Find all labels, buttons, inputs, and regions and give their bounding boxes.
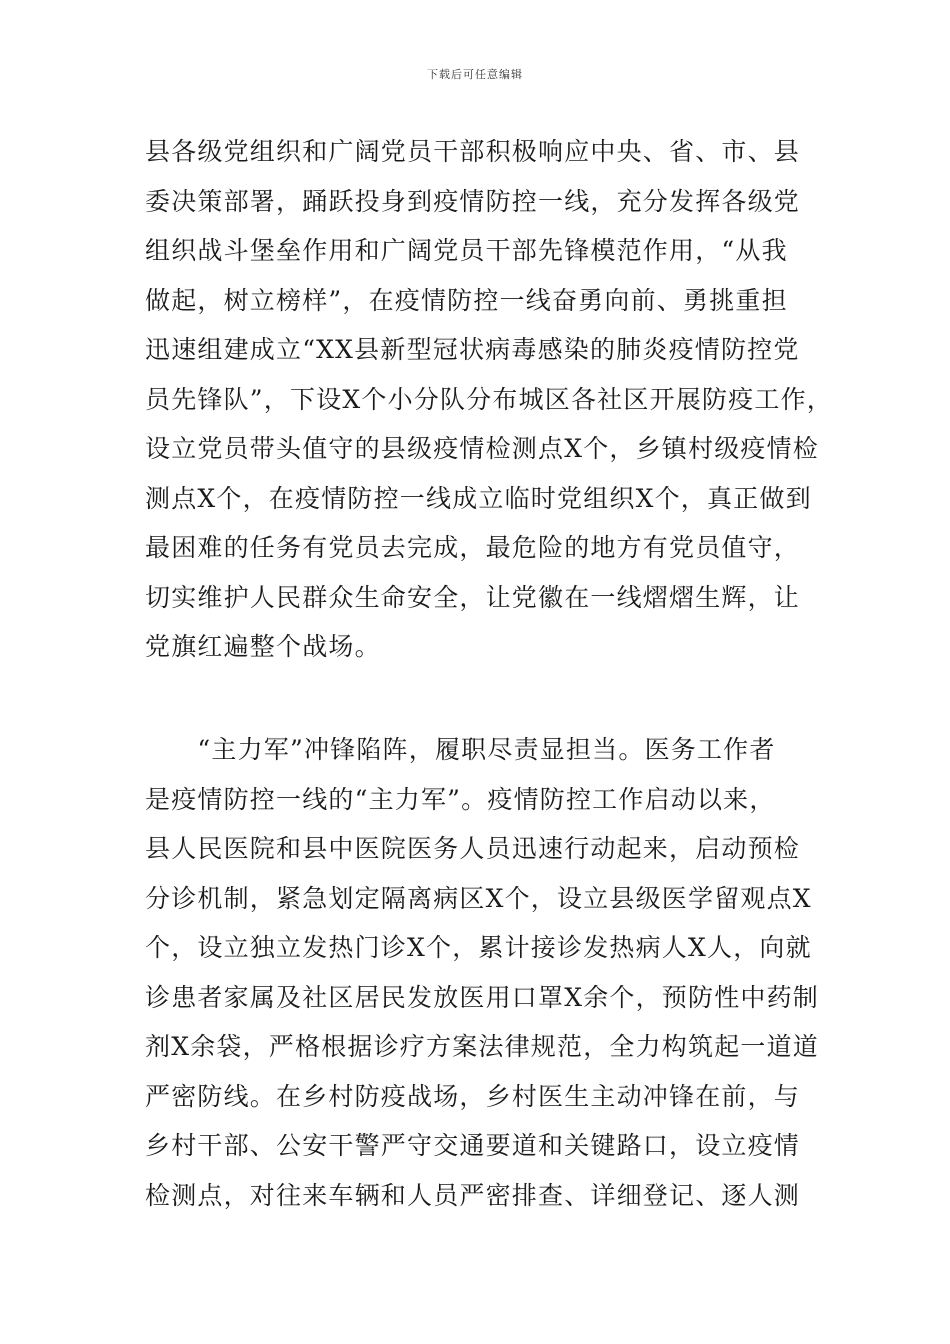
text-line: 县各级党组织和广阔党员干部积极响应中央、省、市、县 [145, 137, 801, 166]
text-line: 县人民医院和县中医院医务人员迅速行动起来，启动预检 [145, 834, 801, 863]
text-line: 剂X余袋，严格根据诊疗方案法律规范，全力构筑起一道道 [145, 1032, 820, 1061]
text-line: 最困难的任务有党员去完成，最危险的地方有党员值守， [145, 533, 801, 562]
text-line: 委决策部署，踊跃投身到疫情防控一线，充分发挥各级党 [145, 186, 801, 216]
text-line: 测点X个，在疫情防控一线成立临时党组织X个，真正做到 [145, 483, 812, 513]
text-line: 做起，树立榜样”，在疫情防控一线奋勇向前、勇挑重担 [145, 285, 788, 315]
text-line: 乡村干部、公安干警严守交通要道和关键路口，设立疫情 [145, 1131, 801, 1160]
header-note: 下载后可任意编辑 [427, 68, 523, 81]
text-line: 员先锋队”，下设X个小分队分布城区各社区开展防疫工作， [145, 384, 833, 414]
text-line: 是疫情防控一线的“主力军”。疫情防控工作启动以来， [145, 784, 776, 814]
text-line: 迅速组建成立“XX县新型冠状病毒感染的肺炎疫情防控党 [145, 335, 800, 364]
text-line: 分诊机制，紧急划定隔离病区X个，设立县级医学留观点X [145, 883, 812, 913]
paragraph-1 [145, 127, 833, 672]
text-line: 组织战斗堡垒作用和广阔党员干部先锋模范作用，“从我 [145, 236, 788, 265]
text-line: 设立党员带头值守的县级疫情检测点X个，乡镇村级疫情检 [145, 434, 820, 463]
text-line: 党旗红遍整个战场。 [145, 632, 381, 661]
text-line: 严密防线。在乡村防疫战场，乡村医生主动冲锋在前，与 [145, 1081, 801, 1111]
text-line: 检测点，对往来车辆和人员严密排查、详细登记、逐人测 [145, 1180, 801, 1210]
text-line: “主力军”冲锋陷阵，履职尽责显担当。医务工作者 [145, 735, 776, 764]
text-line: 个，设立独立发热门诊X个，累计接诊发热病人X人，向就 [145, 933, 812, 962]
paragraph-2 [145, 725, 820, 1220]
text-line: 切实维护人民群众生命安全，让党徽在一线熠熠生辉，让 [145, 582, 801, 612]
text-line: 诊患者家属及社区居民发放医用口罩X余个，预防性中药制 [145, 982, 820, 1012]
